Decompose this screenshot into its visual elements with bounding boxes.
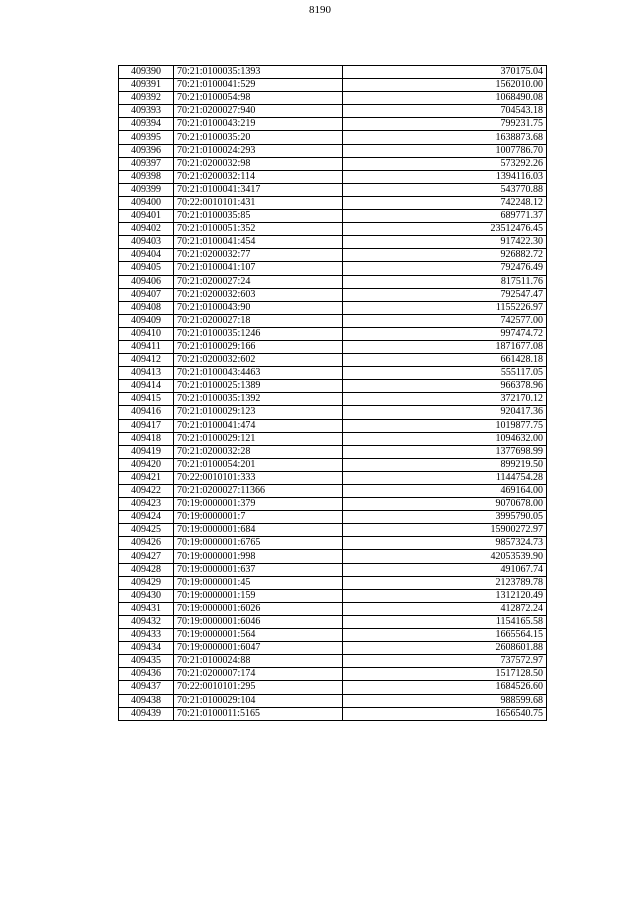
table-row [119, 419, 547, 432]
row-id-cell: 409392 [119, 92, 174, 105]
cadastral-number-cell: 70:21:0100051:352 [174, 223, 343, 236]
cadastral-number-cell: 70:21:0200007:174 [174, 668, 343, 681]
cadastral-number-cell: 70:21:0100024:88 [174, 655, 343, 668]
cadastral-number-cell: 70:21:0100035:85 [174, 210, 343, 223]
table-row [119, 66, 547, 79]
row-id-cell: 409420 [119, 458, 174, 471]
table-row [119, 210, 547, 223]
amount-cell: 2608601.88 [343, 642, 547, 655]
cadastral-number-cell: 70:19:0000001:45 [174, 576, 343, 589]
amount-cell: 15900272.97 [343, 524, 547, 537]
amount-cell: 412872.24 [343, 602, 547, 615]
amount-cell: 1665564.15 [343, 629, 547, 642]
row-id-cell: 409421 [119, 471, 174, 484]
row-id-cell: 409394 [119, 118, 174, 131]
row-id-cell: 409432 [119, 615, 174, 628]
amount-cell: 9857324.73 [343, 537, 547, 550]
row-id-cell: 409437 [119, 681, 174, 694]
cadastral-number-cell: 70:19:0000001:684 [174, 524, 343, 537]
row-id-cell: 409407 [119, 288, 174, 301]
amount-cell: 1068490.08 [343, 92, 547, 105]
cadastral-number-cell: 70:19:0000001:6765 [174, 537, 343, 550]
table-row [119, 301, 547, 314]
table-row [119, 537, 547, 550]
row-id-cell: 409414 [119, 380, 174, 393]
cadastral-number-cell: 70:21:0100029:104 [174, 694, 343, 707]
amount-cell: 573292.26 [343, 157, 547, 170]
cadastral-number-cell: 70:21:0100035:20 [174, 131, 343, 144]
amount-cell: 742577.00 [343, 314, 547, 327]
amount-cell: 1394116.03 [343, 170, 547, 183]
table-row [119, 249, 547, 262]
amount-cell: 1154165.58 [343, 615, 547, 628]
table-row [119, 458, 547, 471]
table-row [119, 629, 547, 642]
cadastral-number-cell: 70:21:0100041:107 [174, 262, 343, 275]
row-id-cell: 409430 [119, 589, 174, 602]
cadastral-number-cell: 70:21:0100029:166 [174, 340, 343, 353]
cadastral-number-cell: 70:21:0100041:474 [174, 419, 343, 432]
amount-cell: 817511.76 [343, 275, 547, 288]
cadastral-number-cell: 70:22:0010101:431 [174, 196, 343, 209]
cadastral-number-cell: 70:21:0100043:219 [174, 118, 343, 131]
amount-cell: 1638873.68 [343, 131, 547, 144]
cadastral-number-cell: 70:21:0200027:940 [174, 105, 343, 118]
cadastral-number-cell: 70:21:0100043:4463 [174, 367, 343, 380]
row-id-cell: 409419 [119, 445, 174, 458]
table-row [119, 589, 547, 602]
table-row [119, 707, 547, 720]
row-id-cell: 409413 [119, 367, 174, 380]
row-id-cell: 409395 [119, 131, 174, 144]
data-table [118, 65, 547, 721]
row-id-cell: 409412 [119, 354, 174, 367]
row-id-cell: 409400 [119, 196, 174, 209]
cadastral-number-cell: 70:21:0200027:18 [174, 314, 343, 327]
table-row [119, 118, 547, 131]
table-row [119, 406, 547, 419]
table-row [119, 655, 547, 668]
row-id-cell: 409402 [119, 223, 174, 236]
row-id-cell: 409399 [119, 183, 174, 196]
cadastral-number-cell: 70:19:0000001:6047 [174, 642, 343, 655]
row-id-cell: 409417 [119, 419, 174, 432]
amount-cell: 1562010.00 [343, 79, 547, 92]
row-id-cell: 409403 [119, 236, 174, 249]
table-row [119, 236, 547, 249]
row-id-cell: 409439 [119, 707, 174, 720]
table-row [119, 275, 547, 288]
cadastral-number-cell: 70:19:0000001:637 [174, 563, 343, 576]
cadastral-number-cell: 70:21:0100035:1246 [174, 327, 343, 340]
row-id-cell: 409426 [119, 537, 174, 550]
amount-cell: 3995790.05 [343, 511, 547, 524]
cadastral-number-cell: 70:21:0100041:454 [174, 236, 343, 249]
amount-cell: 370175.04 [343, 66, 547, 79]
row-id-cell: 409434 [119, 642, 174, 655]
table-row [119, 694, 547, 707]
table-row [119, 157, 547, 170]
row-id-cell: 409401 [119, 210, 174, 223]
table-row [119, 668, 547, 681]
amount-cell: 1155226.97 [343, 301, 547, 314]
cadastral-number-cell: 70:21:0200032:98 [174, 157, 343, 170]
table-row [119, 681, 547, 694]
cadastral-number-cell: 70:21:0100025:1389 [174, 380, 343, 393]
table-row [119, 288, 547, 301]
amount-cell: 704543.18 [343, 105, 547, 118]
table-row [119, 327, 547, 340]
row-id-cell: 409406 [119, 275, 174, 288]
amount-cell: 1312120.49 [343, 589, 547, 602]
table-row [119, 92, 547, 105]
cadastral-number-cell: 70:22:0010101:333 [174, 471, 343, 484]
row-id-cell: 409397 [119, 157, 174, 170]
amount-cell: 737572.97 [343, 655, 547, 668]
table-row [119, 223, 547, 236]
cadastral-number-cell: 70:21:0100035:1392 [174, 393, 343, 406]
amount-cell: 920417.36 [343, 406, 547, 419]
amount-cell: 1377698.99 [343, 445, 547, 458]
table-row [119, 485, 547, 498]
row-id-cell: 409409 [119, 314, 174, 327]
cadastral-number-cell: 70:21:0200032:114 [174, 170, 343, 183]
amount-cell: 543770.88 [343, 183, 547, 196]
cadastral-number-cell: 70:21:0200032:77 [174, 249, 343, 262]
cadastral-number-cell: 70:22:0010101:295 [174, 681, 343, 694]
table-row [119, 615, 547, 628]
row-id-cell: 409428 [119, 563, 174, 576]
amount-cell: 372170.12 [343, 393, 547, 406]
cadastral-number-cell: 70:19:0000001:7 [174, 511, 343, 524]
amount-cell: 792476.49 [343, 262, 547, 275]
row-id-cell: 409429 [119, 576, 174, 589]
row-id-cell: 409404 [119, 249, 174, 262]
table-row [119, 105, 547, 118]
cadastral-number-cell: 70:21:0100024:293 [174, 144, 343, 157]
amount-cell: 1144754.28 [343, 471, 547, 484]
row-id-cell: 409410 [119, 327, 174, 340]
amount-cell: 1007786.70 [343, 144, 547, 157]
table-row [119, 340, 547, 353]
row-id-cell: 409425 [119, 524, 174, 537]
row-id-cell: 409431 [119, 602, 174, 615]
table-row [119, 380, 547, 393]
table-row [119, 367, 547, 380]
cadastral-number-cell: 70:21:0200027:24 [174, 275, 343, 288]
cadastral-number-cell: 70:21:0100041:529 [174, 79, 343, 92]
table-row [119, 576, 547, 589]
amount-cell: 792547.47 [343, 288, 547, 301]
table-row [119, 393, 547, 406]
cadastral-number-cell: 70:21:0100035:1393 [174, 66, 343, 79]
table-row [119, 524, 547, 537]
row-id-cell: 409423 [119, 498, 174, 511]
row-id-cell: 409405 [119, 262, 174, 275]
table-row [119, 550, 547, 563]
row-id-cell: 409393 [119, 105, 174, 118]
cadastral-number-cell: 70:19:0000001:159 [174, 589, 343, 602]
amount-cell: 899219.50 [343, 458, 547, 471]
table-row [119, 642, 547, 655]
amount-cell: 742248.12 [343, 196, 547, 209]
cadastral-number-cell: 70:21:0200027:11366 [174, 485, 343, 498]
amount-cell: 997474.72 [343, 327, 547, 340]
amount-cell: 966378.96 [343, 380, 547, 393]
table-row [119, 445, 547, 458]
row-id-cell: 409398 [119, 170, 174, 183]
row-id-cell: 409424 [119, 511, 174, 524]
amount-cell: 1019877.75 [343, 419, 547, 432]
table-row [119, 131, 547, 144]
cadastral-number-cell: 70:21:0100054:98 [174, 92, 343, 105]
amount-cell: 469164.00 [343, 485, 547, 498]
table-row [119, 314, 547, 327]
table-row [119, 354, 547, 367]
row-id-cell: 409427 [119, 550, 174, 563]
row-id-cell: 409391 [119, 79, 174, 92]
amount-cell: 2123789.78 [343, 576, 547, 589]
row-id-cell: 409436 [119, 668, 174, 681]
amount-cell: 988599.68 [343, 694, 547, 707]
cadastral-number-cell: 70:21:0100054:201 [174, 458, 343, 471]
row-id-cell: 409396 [119, 144, 174, 157]
cadastral-number-cell: 70:19:0000001:998 [174, 550, 343, 563]
amount-cell: 661428.18 [343, 354, 547, 367]
amount-cell: 555117.05 [343, 367, 547, 380]
amount-cell: 799231.75 [343, 118, 547, 131]
row-id-cell: 409418 [119, 432, 174, 445]
table-row [119, 170, 547, 183]
amount-cell: 9070678.00 [343, 498, 547, 511]
amount-cell: 23512476.45 [343, 223, 547, 236]
row-id-cell: 409415 [119, 393, 174, 406]
amount-cell: 1094632.00 [343, 432, 547, 445]
cadastral-number-cell: 70:21:0100011:5165 [174, 707, 343, 720]
cadastral-number-cell: 70:21:0200032:603 [174, 288, 343, 301]
cadastral-number-cell: 70:19:0000001:6026 [174, 602, 343, 615]
cadastral-number-cell: 70:21:0100029:123 [174, 406, 343, 419]
cadastral-number-cell: 70:21:0100043:90 [174, 301, 343, 314]
amount-cell: 491067.74 [343, 563, 547, 576]
page-number: 8190 [309, 4, 331, 16]
amount-cell: 917422.30 [343, 236, 547, 249]
row-id-cell: 409416 [119, 406, 174, 419]
table-row [119, 471, 547, 484]
table-row [119, 79, 547, 92]
cadastral-number-cell: 70:19:0000001:6046 [174, 615, 343, 628]
amount-cell: 42053539.90 [343, 550, 547, 563]
table-row [119, 262, 547, 275]
cadastral-number-cell: 70:21:0200032:602 [174, 354, 343, 367]
table-row [119, 196, 547, 209]
cadastral-number-cell: 70:21:0100029:121 [174, 432, 343, 445]
row-id-cell: 409411 [119, 340, 174, 353]
table-row [119, 498, 547, 511]
row-id-cell: 409438 [119, 694, 174, 707]
table-row [119, 602, 547, 615]
table-row [119, 563, 547, 576]
table-row [119, 144, 547, 157]
table-row [119, 511, 547, 524]
row-id-cell: 409435 [119, 655, 174, 668]
cadastral-number-cell: 70:19:0000001:564 [174, 629, 343, 642]
table-row [119, 432, 547, 445]
amount-cell: 1517128.50 [343, 668, 547, 681]
row-id-cell: 409422 [119, 485, 174, 498]
amount-cell: 1656540.75 [343, 707, 547, 720]
amount-cell: 689771.37 [343, 210, 547, 223]
amount-cell: 1871677.08 [343, 340, 547, 353]
cadastral-number-cell: 70:21:0200032:28 [174, 445, 343, 458]
row-id-cell: 409433 [119, 629, 174, 642]
table-row [119, 183, 547, 196]
amount-cell: 926882.72 [343, 249, 547, 262]
row-id-cell: 409408 [119, 301, 174, 314]
table-body [119, 66, 547, 721]
cadastral-number-cell: 70:21:0100041:3417 [174, 183, 343, 196]
cadastral-number-cell: 70:19:0000001:379 [174, 498, 343, 511]
amount-cell: 1684526.60 [343, 681, 547, 694]
row-id-cell: 409390 [119, 66, 174, 79]
